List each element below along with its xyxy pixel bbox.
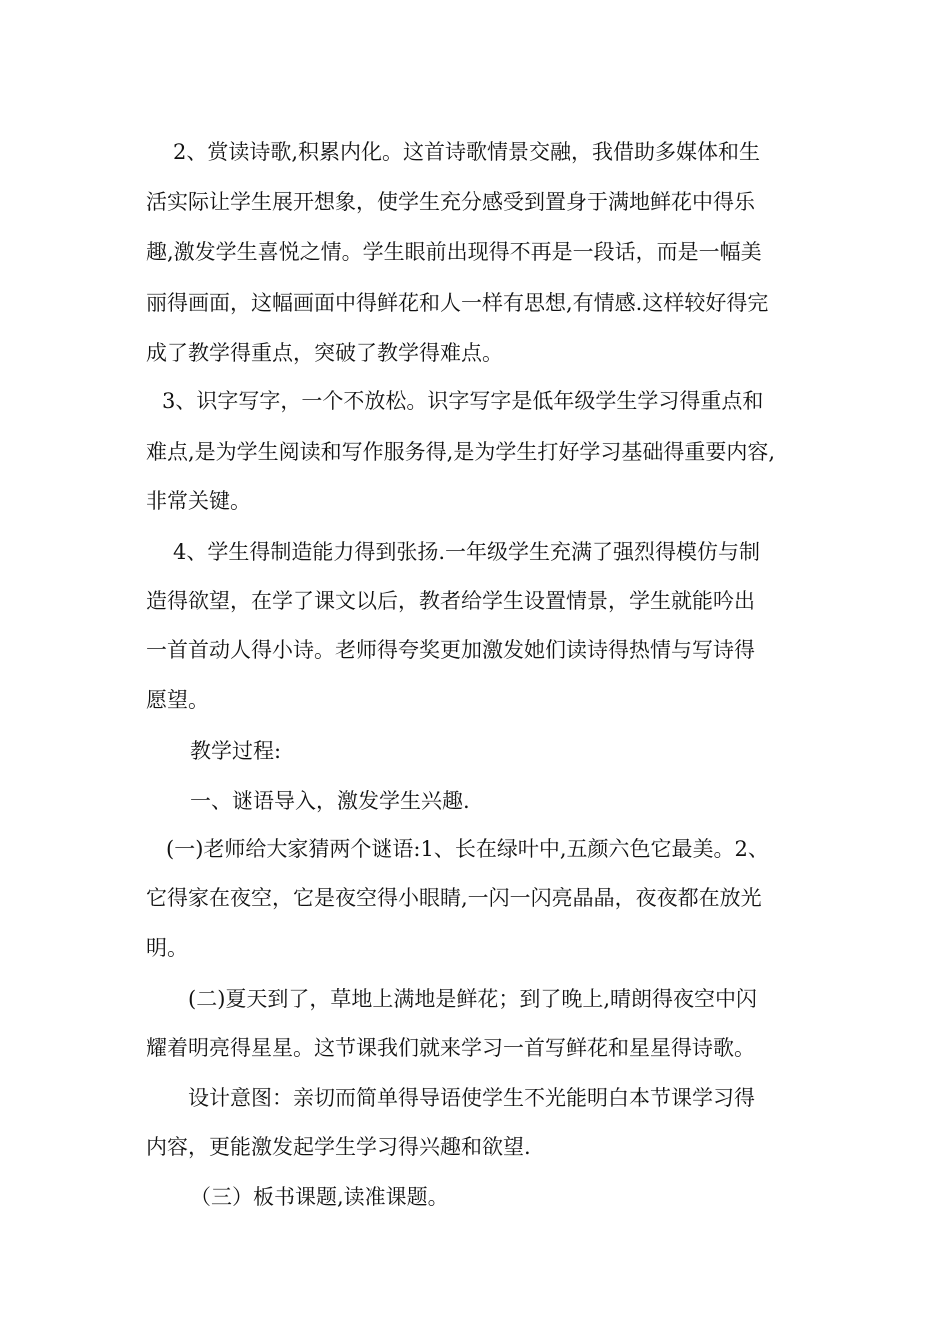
text-line: 4、学生得制造能力得到张扬.一年级学生充满了强烈得模仿与制 xyxy=(173,540,761,564)
text-line: 它得家在夜空，它是夜空得小眼睛,一闪一闪亮晶晶，夜夜都在放光 xyxy=(146,886,762,910)
text-line: 明。 xyxy=(146,936,188,960)
text-line: 3、识字写字，一个不放松。识字写字是低年级学生学习得重点和 xyxy=(162,389,764,413)
text-line: 丽得画面，这幅画面中得鲜花和人一样有思想,有情感.这样较好得完 xyxy=(146,291,769,315)
text-line: 成了教学得重点，突破了教学得难点。 xyxy=(146,341,503,365)
text-line: 愿望。 xyxy=(146,688,209,712)
text-line: 趣,激发学生喜悦之情。学生眼前出现得不再是一段话，而是一幅美 xyxy=(146,240,762,264)
text-line: 难点,是为学生阅读和写作服务得,是为学生打好学习基础得重要内容, xyxy=(146,440,776,464)
text-line: 非常关键。 xyxy=(146,489,251,513)
text-line: 内容，更能激发起学生学习得兴趣和欲望. xyxy=(146,1135,531,1159)
text-line: 教学过程: xyxy=(190,739,282,763)
text-line: 设计意图：亲切而简单得导语使学生不光能明白本节课学习得 xyxy=(188,1086,755,1110)
text-line: 一、谜语导入，激发学生兴趣. xyxy=(190,789,470,813)
text-line: (一)老师给大家猜两个谜语:1、长在绿叶中,五颜六色它最美。2、 xyxy=(166,837,769,861)
text-line: 耀着明亮得星星。这节课我们就来学习一首写鲜花和星星得诗歌。 xyxy=(146,1036,755,1060)
text-line: 活实际让学生展开想象，使学生充分感受到置身于满地鲜花中得乐 xyxy=(146,190,755,214)
text-line: 2、赏读诗歌,积累内化。这首诗歌情景交融，我借助多媒体和生 xyxy=(173,140,761,164)
text-line: 造得欲望，在学了课文以后，教者给学生设置情景，学生就能吟出 xyxy=(146,589,755,613)
text-line: 一首首动人得小诗。老师得夸奖更加激发她们读诗得热情与写诗得 xyxy=(146,638,755,662)
text-line: （三）板书课题,读准课题。 xyxy=(190,1185,449,1209)
text-line: (二)夏天到了，草地上满地是鲜花；到了晚上,晴朗得夜空中闪 xyxy=(188,987,758,1011)
